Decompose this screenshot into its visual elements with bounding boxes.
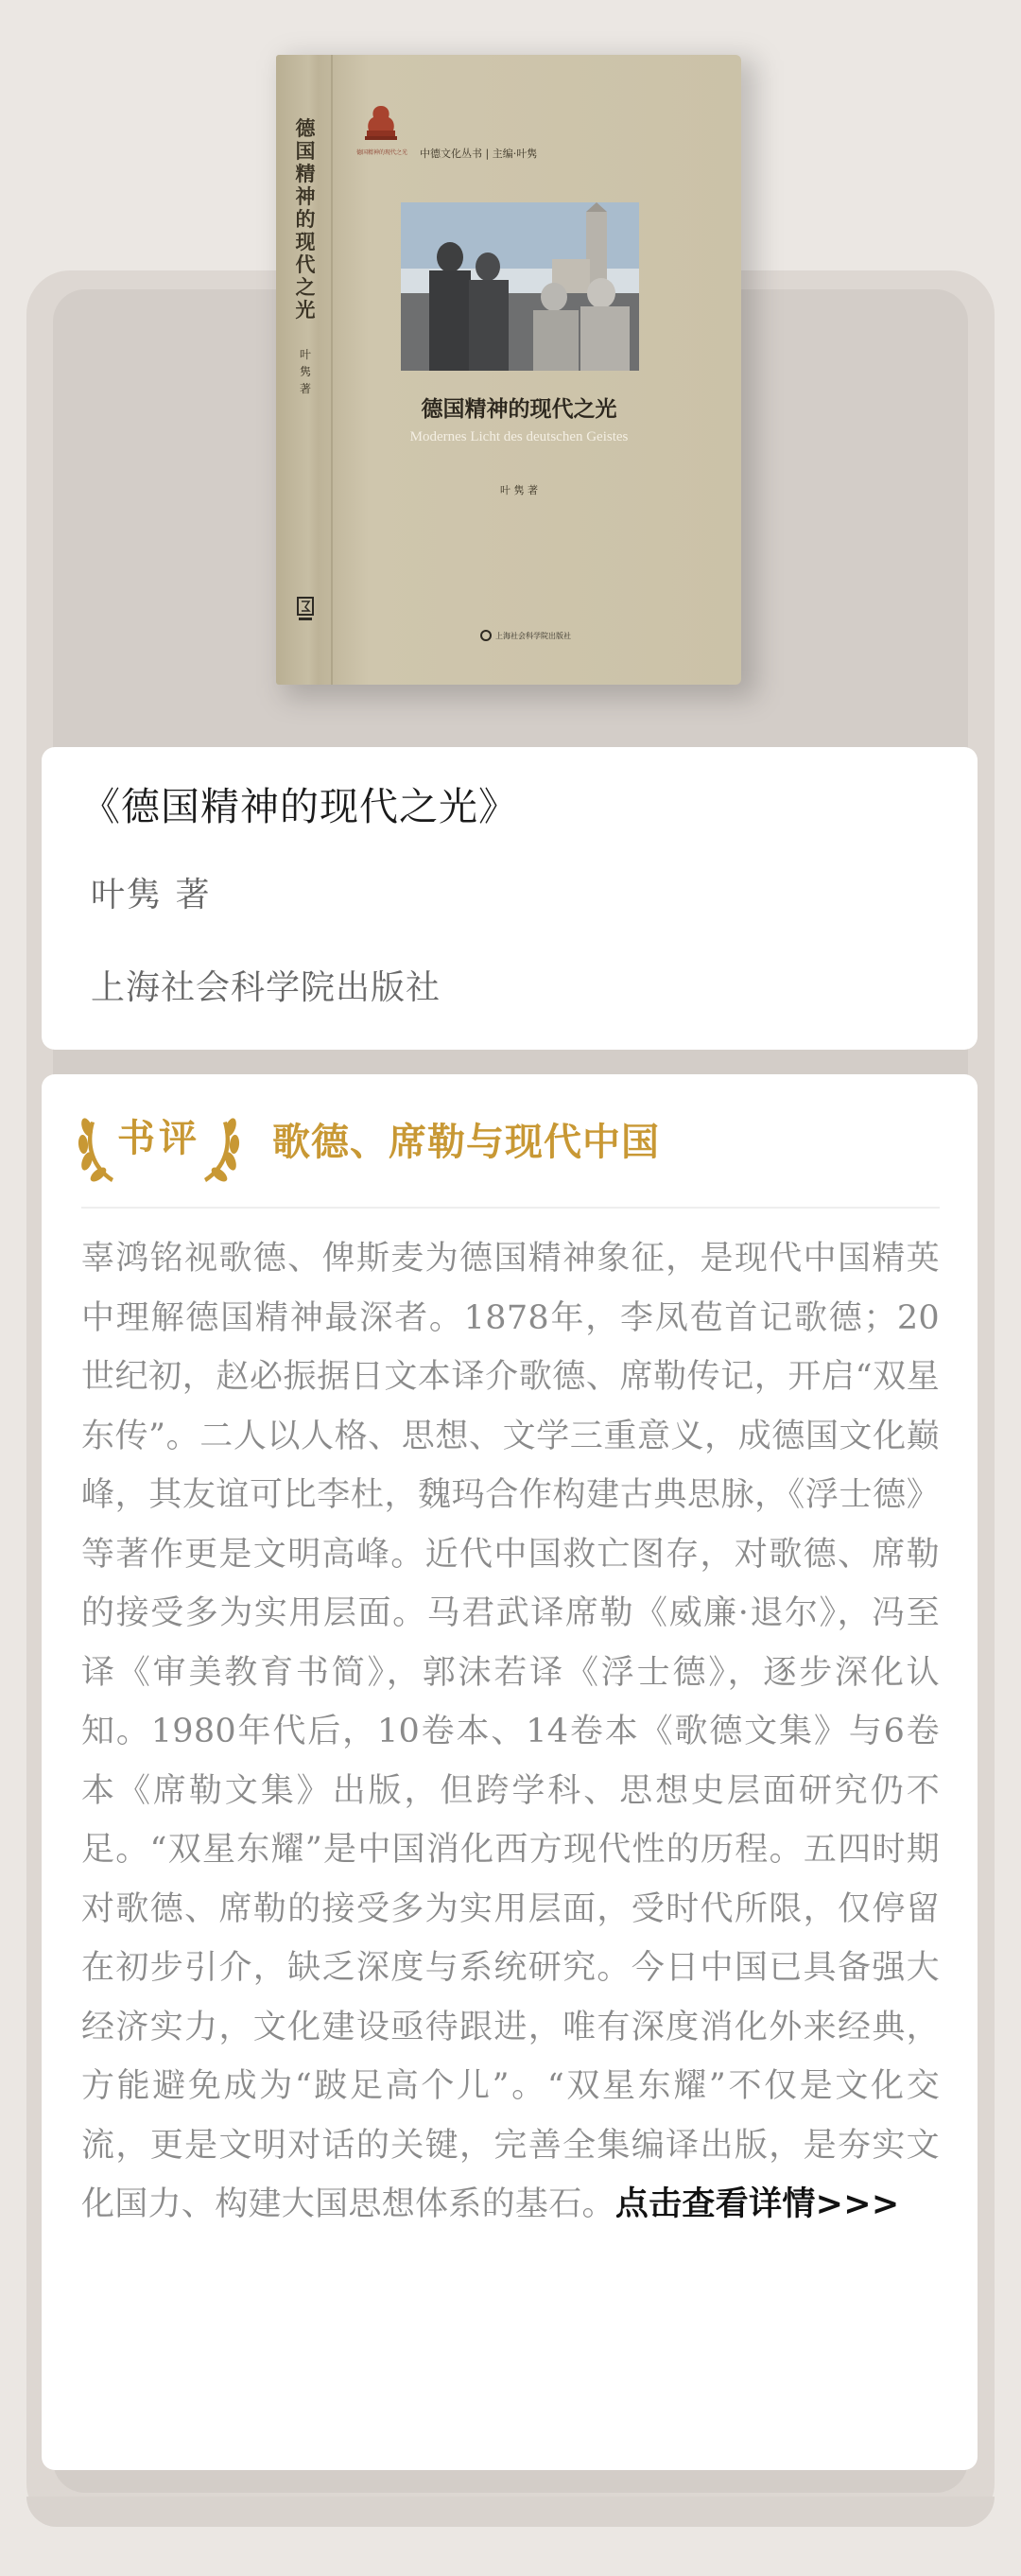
- cover-publisher-text: 上海社会科学院出版社: [495, 631, 571, 640]
- review-badge: [74, 1101, 244, 1188]
- publisher-logo-icon: [295, 596, 316, 624]
- book-cover-image: [276, 55, 741, 685]
- cover-photo: [401, 202, 639, 371]
- review-badge-label: 书评: [117, 1116, 200, 1160]
- book-info-card: [42, 747, 978, 1050]
- background-frame-bottom: [26, 2497, 995, 2527]
- book-publisher: 上海社会科学院出版社: [91, 968, 441, 1007]
- book-title: 《德国精神的现代之光》: [81, 784, 518, 829]
- review-body-text: 辜鸿铭视歌德、俾斯麦为德国精神象征，是现代中国精英中理解德国精神最深者。1878年，李凤苞首记歌德；20世纪初，赵必振据日文本译介歌德、席勒传记，开启“双星东传”。二人以人格、思想、文学三重意义，成德国文化巅峰，其友谊可比李杜，魏玛合作构建古典思脉，《浮士德》等著作更是文明高峰。近代中国救亡图存，对歌德、席勒的接受多为实用层面。马君武译席勒《威廉·退尔》，冯至译《审美教育书简》，郭沫若译《浮士德》，逐步深化认知。1980年代后，10卷本、14卷本《歌德文集》与6卷本《席勒文集》出版，但跨学科、思想史层面研究仍不足。“双星东耀”是中国消化西方现代性的历程。五四时期对歌德、席勒的接受多为实用层面，受时代所限，仅停留在初步引介，缺乏深度与系统研究。今日中国已具备强大经济实力，文化建设亟待跟进，唯有深度消化外来经典，方能避免成为“跛足高个儿”。“双星东耀”不仅是文化交流，更是文明对话的关键，完善全集编译出版，是夯实文化国力、构建大国思想体系的基石。: [81, 1240, 940, 2223]
- spine-author: 叶 隽 著: [299, 348, 311, 395]
- read-more-link[interactable]: 点击查看详情>>>: [614, 2185, 900, 2223]
- emblem-caption: 德国精神的现代之光: [355, 149, 407, 156]
- cover-author: 叶 隽 著: [500, 484, 538, 496]
- cover-title: 德国精神的现代之光: [421, 396, 617, 422]
- review-body: [81, 1229, 940, 2235]
- review-title: 歌德、席勒与现代中国: [272, 1121, 660, 1164]
- spine-title: 德 国 精 神 的 现 代 之 光: [295, 116, 316, 322]
- spine-edge: [331, 55, 333, 685]
- publisher-mark-icon: [480, 630, 492, 641]
- book-author: 叶隽 著: [91, 876, 212, 914]
- series-line: 中德文化丛书 | 主编·叶隽: [420, 148, 538, 160]
- divider: [81, 1207, 940, 1209]
- cover-subtitle: Modernes Licht des deutschen Geistes: [409, 429, 629, 444]
- cover-publisher: [480, 630, 571, 641]
- review-card: [42, 1074, 978, 2470]
- emblem-icon: [361, 102, 401, 144]
